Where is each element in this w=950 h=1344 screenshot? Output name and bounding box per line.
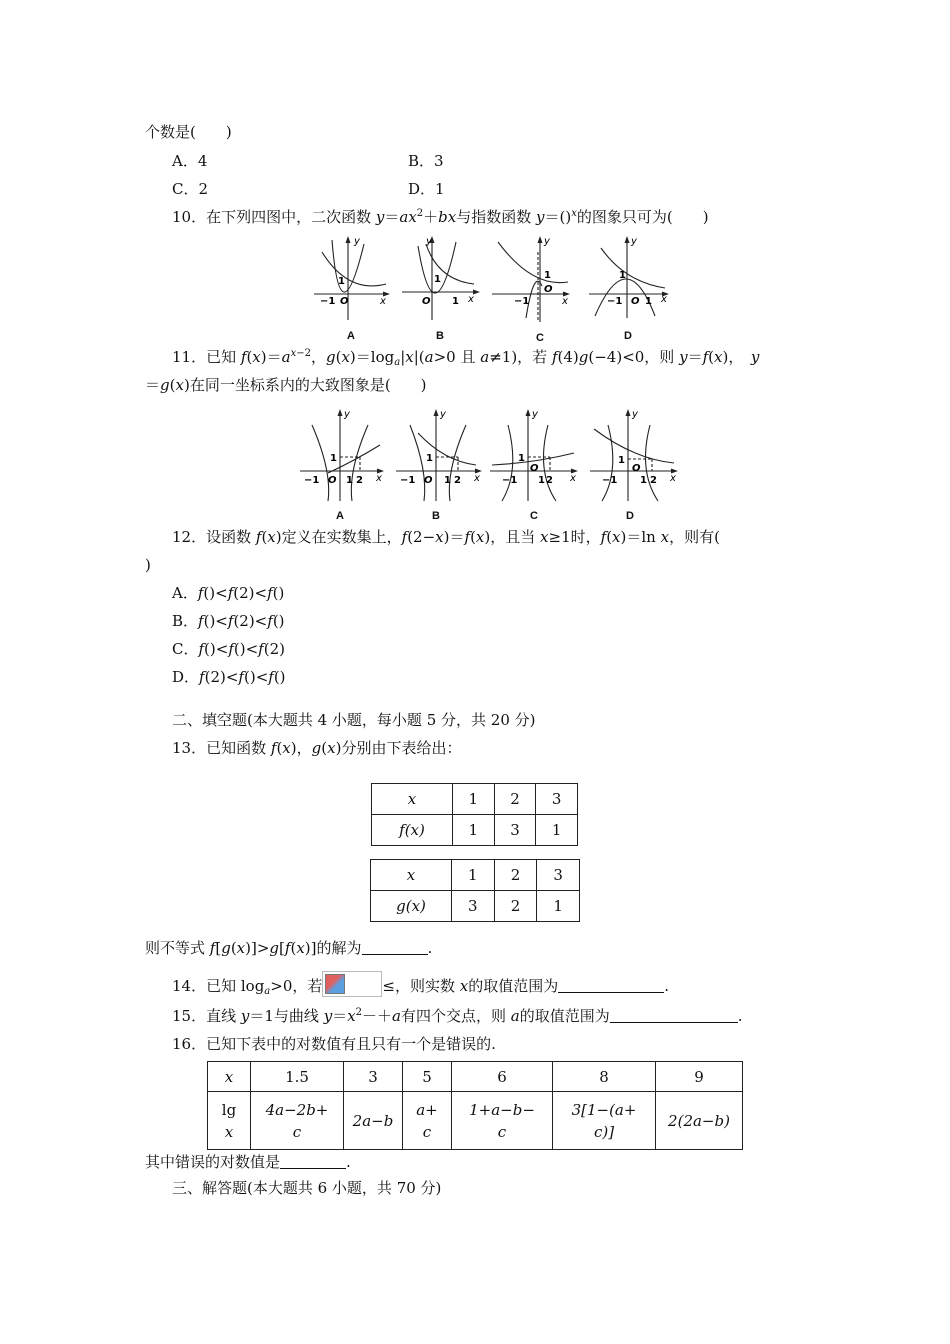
q13-after-2: 的解为 <box>316 939 362 957</box>
q13-text-3: 分别由下表给出： <box>341 739 462 757</box>
q11-graph-a <box>298 405 386 503</box>
q12-option-b-letter: B． <box>172 612 199 630</box>
svg-text:y: y <box>426 236 432 247</box>
svg-text:1: 1 <box>434 274 441 285</box>
svg-text:y: y <box>440 409 446 420</box>
q11-graph-a-label: A <box>336 510 344 522</box>
q16-cell-3b: c <box>422 1122 432 1141</box>
table-cell: 2 <box>494 891 537 922</box>
q10-text-3: 的图象只可为( ) <box>576 208 709 226</box>
svg-text:2: 2 <box>356 475 363 486</box>
svg-text:O: O <box>328 475 337 486</box>
q16-text: 已知下表中的对数值有且只有一个是错误的. <box>206 1035 496 1053</box>
q11-text-4: ≠1)，若 <box>489 348 552 366</box>
q12-stem-line-2: ) <box>145 556 151 574</box>
table-row <box>208 1092 743 1150</box>
svg-text:−1: −1 <box>400 475 416 486</box>
q16-number: 16． <box>172 1035 207 1053</box>
q15-text-5: . <box>737 1007 743 1025</box>
q11-stem-line-2: ＝g(x)在同一坐标系内的大致图象是( ) <box>145 376 427 394</box>
table-cell: x <box>407 790 417 808</box>
svg-text:2: 2 <box>454 475 461 486</box>
svg-text:−1: −1 <box>304 475 320 486</box>
svg-text:y: y <box>344 409 350 420</box>
q14-text-4: 的取值范围为 <box>468 977 559 995</box>
svg-text:−1: −1 <box>320 296 336 307</box>
svg-text:−1: −1 <box>607 296 623 307</box>
q16-cell-1b: c <box>292 1122 302 1141</box>
q16-cell-4a: 1+a−b− <box>469 1100 535 1119</box>
table-cell: 2 <box>494 860 537 891</box>
q11-graph-b-label: B <box>432 510 440 522</box>
svg-text:1: 1 <box>444 475 451 486</box>
q12-text-3: ，且当 <box>490 528 541 546</box>
svg-text:1: 1 <box>330 453 337 464</box>
q16-row-label-1: lg <box>221 1100 237 1119</box>
table-cell <box>251 1092 344 1150</box>
q12-option-b: B．f()<f(2)<f() <box>172 612 285 630</box>
q9-option-d: D．1 <box>408 180 445 198</box>
q16-cell-1a: 4a−2b+ <box>265 1100 329 1119</box>
q14-text-5: . <box>664 977 669 995</box>
svg-text:x: x <box>670 473 676 484</box>
q13-inequality: 则不等式 f[g(x)]>g[f(x)]的解为 . <box>145 939 433 957</box>
q12-option-c-letter: C． <box>172 640 199 658</box>
q13-text-1: 已知函数 <box>206 739 271 757</box>
svg-text:y: y <box>631 236 637 247</box>
table-row <box>371 891 580 922</box>
q15-stem: 15．直线 y＝1与曲线 $y=x^2-+a$有四个交点，则 a的取值范围为 . <box>172 1007 743 1025</box>
q12-option-d-letter: D． <box>172 668 200 686</box>
q10-graph-a-label: A <box>347 330 355 342</box>
svg-text:x: x <box>562 296 568 307</box>
svg-text:1: 1 <box>426 453 433 464</box>
q11-text-7: 在同一坐标系内的大致图象是( ) <box>189 376 427 394</box>
svg-text:1: 1 <box>346 475 353 486</box>
q10-graph-d-label: D <box>624 330 632 342</box>
q12-text-5: ，则有( <box>669 528 720 546</box>
svg-text:x: x <box>570 473 576 484</box>
q14-text-1: 已知 log <box>206 977 265 995</box>
table-cell <box>656 1092 743 1150</box>
q15-number: 15． <box>172 1007 207 1025</box>
q11-graph-b <box>394 405 484 503</box>
svg-text:y: y <box>354 236 360 247</box>
q10-text-2: 与指数函数 <box>456 208 537 226</box>
q10-graph-d <box>585 232 671 322</box>
q13-table-g <box>370 859 580 922</box>
table-cell: 1.5 <box>251 1062 344 1092</box>
table-cell <box>553 1092 656 1150</box>
q11-text-6: ， <box>728 348 736 366</box>
q12-option-c: C．f()<f()<f(2) <box>172 640 285 658</box>
q11-graph-c <box>488 405 580 503</box>
q12-text-2: 定义在实数集上， <box>281 528 402 546</box>
q15-text-3: 有四个交点，则 <box>401 1007 511 1025</box>
q12-number: 12． <box>172 528 207 546</box>
svg-text:y: y <box>632 409 638 420</box>
q12-text-1: 设函数 <box>206 528 256 546</box>
broken-image-icon <box>322 971 382 997</box>
svg-text:O: O <box>631 296 640 307</box>
q16-cell-3a: a+ <box>416 1100 438 1119</box>
svg-text:1: 1 <box>338 276 345 287</box>
table-cell: 1 <box>453 815 495 846</box>
q16-answer-line <box>145 1152 351 1172</box>
q15-text-4: 的取值范围为 <box>519 1007 610 1025</box>
table-cell: 3 <box>537 860 580 891</box>
svg-text:2: 2 <box>546 475 553 486</box>
q10-graph-a <box>310 232 390 322</box>
q11-graph-d-label: D <box>626 510 634 522</box>
q13-after-1: 则不等式 <box>145 939 210 957</box>
q14-text-2: >0，若 <box>270 977 323 995</box>
svg-text:1: 1 <box>640 475 647 486</box>
svg-text:1: 1 <box>544 270 551 281</box>
section-2-title: 二、填空题(本大题共 4 小题，每小题 5 分，共 20 分) <box>172 711 536 729</box>
q10-graph-b-label: B <box>436 330 444 342</box>
table-cell: 2 <box>494 784 536 815</box>
svg-text:1: 1 <box>538 475 545 486</box>
q16-cell-5a: 3[1−(a+ <box>571 1100 637 1119</box>
svg-text:x: x <box>376 473 382 484</box>
svg-text:y: y <box>532 409 538 420</box>
table-row <box>208 1062 743 1092</box>
q9-option-a: A．4 <box>172 152 208 170</box>
table-cell: f(x) <box>399 821 425 839</box>
q12-option-a-letter: A． <box>172 584 198 602</box>
q16-cell-4b: c <box>497 1122 507 1141</box>
svg-text:−1: −1 <box>502 475 518 486</box>
table-cell: x <box>406 866 416 884</box>
table-cell: 8 <box>553 1062 656 1092</box>
svg-text:O: O <box>340 296 349 307</box>
q11-text-5: <0，则 <box>622 348 680 366</box>
table-cell: 6 <box>452 1062 553 1092</box>
table-row <box>372 784 578 815</box>
svg-text:x: x <box>468 294 474 305</box>
svg-text:1: 1 <box>645 296 652 307</box>
table-cell: g(x) <box>396 897 426 915</box>
svg-text:1: 1 <box>619 270 626 281</box>
table-cell <box>344 1092 403 1150</box>
q16-cell-6: 2(2a−b) <box>668 1111 730 1130</box>
table-cell: 3 <box>536 784 578 815</box>
table-cell: 3 <box>494 815 536 846</box>
q12-text-4: ≥1时， <box>548 528 601 546</box>
table-cell: 5 <box>403 1062 452 1092</box>
q12-option-d: D．f(2)<f()<f() <box>172 668 286 686</box>
q14-answer-blank[interactable] <box>558 978 664 993</box>
q14-text-3: ≤，则实数 <box>382 977 460 995</box>
q13-answer-blank[interactable] <box>362 940 428 955</box>
q13-after-3: . <box>427 939 433 957</box>
table-cell <box>452 1092 553 1150</box>
q9-option-c: C．2 <box>172 180 209 198</box>
svg-text:2: 2 <box>650 475 657 486</box>
svg-text:O: O <box>422 296 431 307</box>
svg-text:O: O <box>424 475 433 486</box>
q15-text-2: 与曲线 <box>273 1007 324 1025</box>
q13-number: 13． <box>172 739 207 757</box>
q16-after-2: . <box>346 1153 351 1171</box>
table-cell: 1 <box>536 815 578 846</box>
section-3-title: 三、解答题(本大题共 6 小题，共 70 分) <box>172 1179 442 1197</box>
q10-graph-c <box>488 232 570 324</box>
q15-text-1: 直线 <box>206 1007 241 1025</box>
q10-graph-b <box>398 232 480 322</box>
svg-text:1: 1 <box>518 453 525 464</box>
svg-text:1: 1 <box>452 296 459 307</box>
table-cell: 9 <box>656 1062 743 1092</box>
table-cell <box>403 1092 452 1150</box>
table-cell <box>208 1092 251 1150</box>
q16-answer-blank[interactable] <box>280 1154 346 1169</box>
svg-text:−1: −1 <box>602 475 618 486</box>
q11-stem-line-1: 11．已知 $f(x)=a^{x-2}$，$g(x)=\log_a|x|(a>0$ 且 a≠1)，若 f(4)g(−4)<0，则 y＝f(x)， y <box>172 348 760 368</box>
q16-stem <box>172 1034 496 1054</box>
q9-option-b: B．3 <box>408 152 444 170</box>
q16-cell-5b: c)] <box>593 1122 615 1141</box>
svg-text:O: O <box>632 463 641 474</box>
q14-number: 14． <box>172 977 207 995</box>
table-cell: 1 <box>537 891 580 922</box>
table-row <box>371 860 580 891</box>
q11-graph-c-label: C <box>530 510 538 522</box>
q11-graph-d <box>588 405 680 503</box>
table-row <box>372 815 578 846</box>
table-cell: x <box>224 1067 234 1086</box>
q16-table <box>207 1061 743 1150</box>
table-cell: 3 <box>344 1062 403 1092</box>
q11-text-3: >0 且 <box>433 348 481 366</box>
table-cell: 1 <box>453 784 495 815</box>
q14-stem: 14．已知 $\log_a>0$，若 ≤，则实数 x的取值范围为 . <box>172 971 669 997</box>
q16-after-1: 其中错误的对数值是 <box>145 1153 281 1171</box>
q15-answer-blank[interactable] <box>610 1008 738 1023</box>
q11-text-2: ( <box>418 348 425 366</box>
table-cell: 1 <box>452 860 495 891</box>
q11-text-1: 已知 <box>206 348 241 366</box>
q12-option-a: A．f()<f(2)<f() <box>172 584 285 602</box>
svg-text:x: x <box>380 296 386 307</box>
q16-cell-2: 2a−b <box>352 1111 394 1130</box>
table-cell: 3 <box>452 891 495 922</box>
svg-text:y: y <box>544 236 550 247</box>
svg-text:−1: −1 <box>514 296 530 307</box>
q10-text-1: 在下列四图中，二次函数 <box>206 208 376 226</box>
svg-text:O: O <box>530 463 539 474</box>
q10-number: 10． <box>172 208 207 226</box>
q16-row-label-2: x <box>224 1122 234 1141</box>
svg-text:1: 1 <box>618 455 625 466</box>
q13-text-2: ， <box>296 739 312 757</box>
q13-stem: 13．已知函数 f(x)，g(x)分别由下表给出： <box>172 739 462 757</box>
q12-stem-line-1: 12．设函数 f(x)定义在实数集上，f(2−x)＝f(x)，且当 x≥1时，f(x)＝ln x，则有( <box>172 528 720 546</box>
svg-text:O: O <box>544 284 553 295</box>
q13-table-f <box>371 783 578 846</box>
q9-tail: 个数是( ) <box>145 123 232 141</box>
q10-graph-c-label: C <box>536 332 544 344</box>
q11-number: 11． <box>172 348 207 366</box>
q10-stem: 10．在下列四图中，二次函数 $y=ax^2+bx$与指数函数 y＝()$^x$的图象只可为( ) <box>172 208 709 226</box>
svg-text:x: x <box>661 294 667 305</box>
svg-text:x: x <box>474 473 480 484</box>
